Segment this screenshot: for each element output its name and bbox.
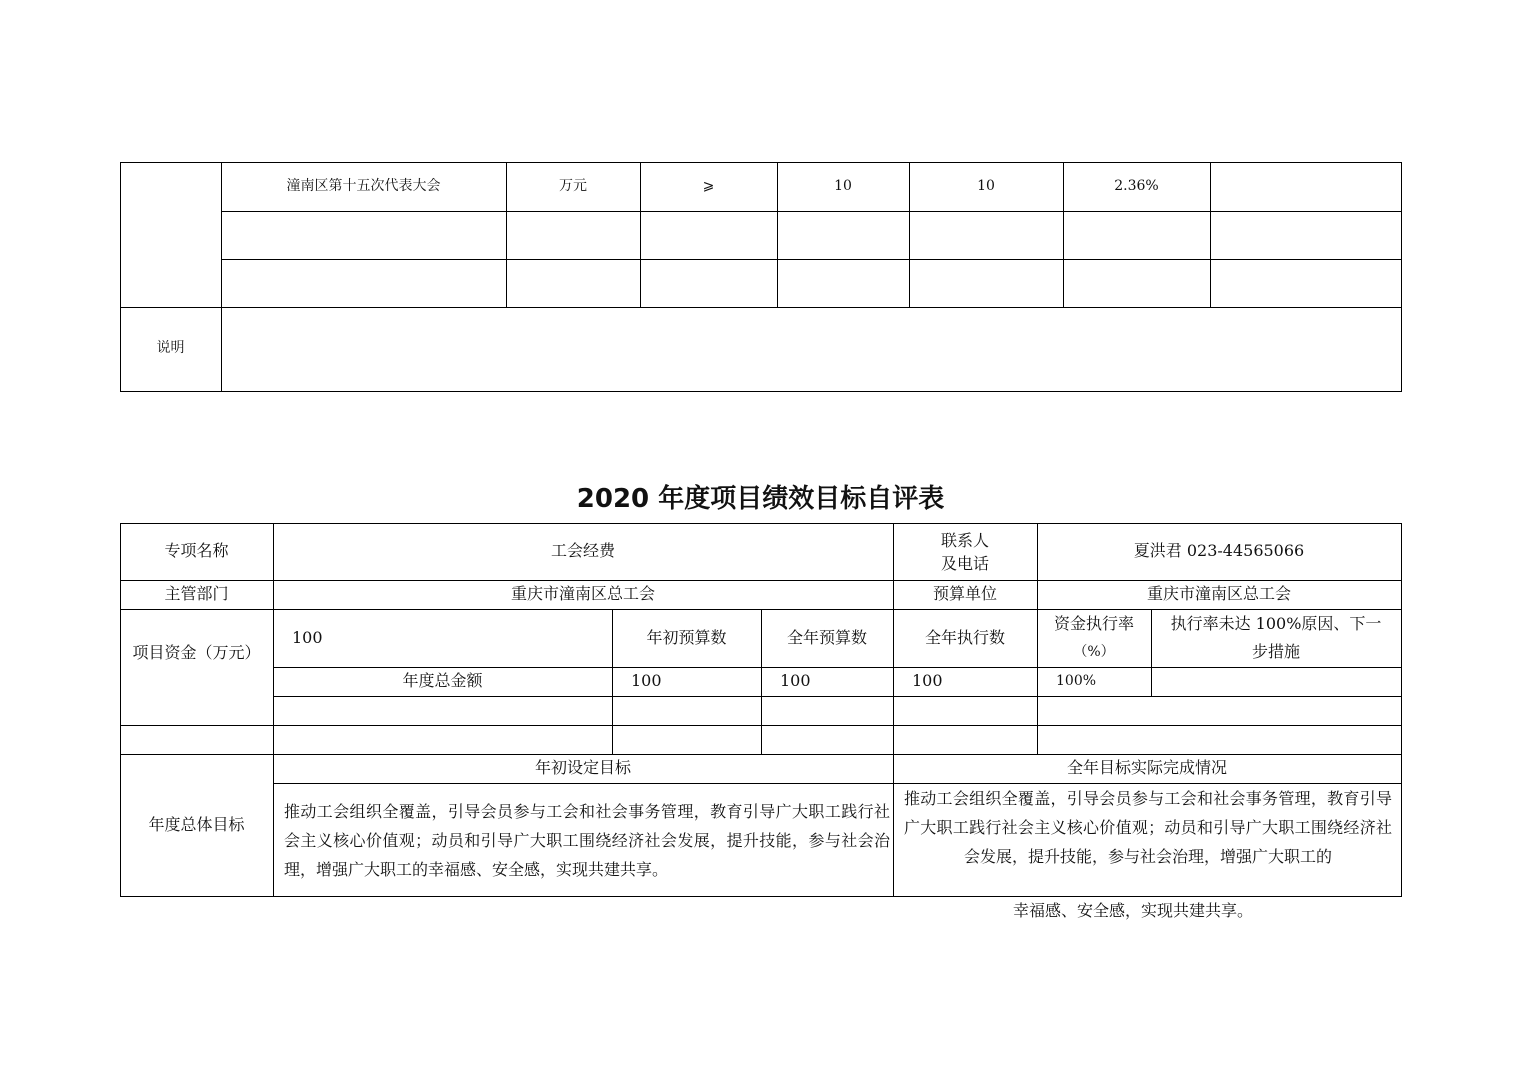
page-title: 2020 年度项目绩效目标自评表 — [576, 484, 945, 514]
total-annual-execution: 100 — [912, 671, 943, 691]
goal-label: 年度总体目标 — [148, 814, 245, 834]
total-execution-rate: 100% — [1056, 672, 1097, 689]
dept-value: 重庆市潼南区总工会 — [510, 584, 655, 604]
col-execution-rate-line1: 资金执行率 — [1053, 614, 1134, 633]
project-name-value: 工会经费 — [550, 541, 615, 561]
indicator-unit-cell: 万元 — [559, 177, 587, 194]
budget-unit-value: 重庆市潼南区总工会 — [1146, 584, 1291, 604]
goal-set-header: 年初设定目标 — [534, 758, 631, 778]
col-reason-line2: 步措施 — [1251, 642, 1300, 661]
indicator-operator-cell: ⩾ — [702, 177, 715, 194]
indicator-actual-cell: 10 — [977, 177, 995, 194]
goal-actual-overflow-text: 幸福感、安全感，实现共建共享。 — [1013, 901, 1254, 920]
goal-actual-header: 全年目标实际完成情况 — [1066, 758, 1227, 778]
indicator-target-cell: 10 — [834, 177, 852, 194]
contact-label-line1: 联系人 — [940, 530, 989, 550]
indicator-name-cell: 潼南区第十五次代表大会 — [286, 177, 441, 194]
note-label: 说明 — [156, 340, 185, 357]
contact-value: 夏洪君 023-44565066 — [1133, 541, 1305, 561]
col-reason — [1151, 609, 1401, 667]
indicator-rate-cell: 2.36% — [1114, 177, 1159, 194]
contact-label-line2: 及电话 — [940, 553, 989, 573]
goal-set-text: 推动工会组织全覆盖，引导会员参与工会和社会事务管理，教育引导广大职工践行社会主义核心价值观；动员和引导广大职工围绕经济社会发展，提升技能，参与社会治理，增强广大职工的幸福感、安全感，实现共建共享。 — [284, 802, 890, 879]
col-initial-budget: 年初预算数 — [646, 627, 727, 647]
funds-label: 项目资金（万元） — [132, 642, 261, 662]
col-execution-rate — [1037, 609, 1151, 667]
total-annual-budget: 100 — [780, 671, 811, 691]
funds-value: 100 — [292, 627, 323, 647]
col-execution-rate-line2: （%） — [1073, 644, 1115, 660]
col-reason-line1: 执行率未达 100%原因、下一 — [1170, 614, 1382, 633]
budget-unit-label: 预算单位 — [932, 584, 997, 604]
project-name-label: 专项名称 — [164, 541, 229, 561]
total-label: 年度总金额 — [402, 671, 483, 691]
goal-actual-text: 推动工会组织全覆盖，引导会员参与工会和社会事务管理，教育引导广大职工践行社会主义核心价值观；动员和引导广大职工围绕经济社会发展，提升技能，参与社会治理，增强广大职工的 — [904, 789, 1392, 866]
note-value — [221, 307, 1401, 391]
col-annual-execution: 全年执行数 — [924, 627, 1005, 647]
dept-label: 主管部门 — [164, 584, 229, 604]
col-annual-budget: 全年预算数 — [786, 627, 867, 647]
contact-label — [893, 523, 1037, 580]
total-initial-budget: 100 — [631, 671, 662, 691]
total-reason — [1151, 667, 1401, 696]
indicator-note-cell — [1210, 162, 1401, 211]
